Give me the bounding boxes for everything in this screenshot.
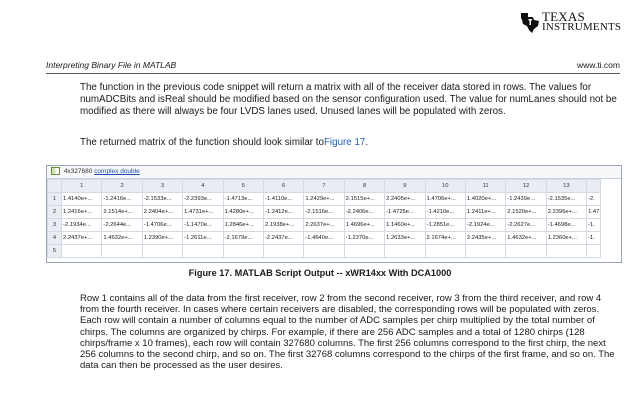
texas-state-icon	[519, 10, 541, 34]
column-header[interactable]: 4	[183, 180, 223, 193]
matrix-cell[interactable]: 1.2429e+...	[304, 193, 344, 206]
matrix-cell[interactable]	[142, 245, 182, 258]
row-header[interactable]: 4	[48, 232, 62, 245]
matrix-cell[interactable]	[385, 245, 425, 258]
matrix-cell[interactable]: 2.1938e+...	[263, 219, 303, 232]
explanation-paragraph: Row 1 contains all of the data from the first receiver, row 2 from the second receiver, row 3 from the third receiver, and row 4 from the fourth receiver. In cases where certain receivers are disabled, the corresponding rows will be populated with zeros. Each row will contain a number of columns equal to the number of ADC samples per chirp multiplied by the total number of chirps. The columns are organized by chirps. For example, if there are 256 ADC samples and a total of 1280 chirps (128 chirps/frame x 10 frames), each row will contain 327680 columns. The first 256 columns correspond to the first chirp, the next 256 columns to the second chirp, and so on. The first 32768 columns correspond to the chirps of the first frame, and so on. The data can then be processed as the user desires.	[80, 293, 615, 372]
matrix-cell[interactable]	[344, 245, 384, 258]
figure-reference-text: The returned matrix of the function should look similar to	[80, 137, 324, 148]
column-header[interactable]: 1	[62, 180, 102, 193]
matrix-cell[interactable]: -2.1533e...	[142, 193, 182, 206]
matrix-cell[interactable]	[425, 245, 465, 258]
matrix-cell[interactable]: 2.2437e+...	[62, 232, 102, 245]
matrix-cell[interactable]: 1.4632e+...	[102, 232, 142, 245]
matrix-cell[interactable]	[183, 245, 223, 258]
matrix-cell[interactable]: 1.4632e+...	[506, 232, 546, 245]
matrix-cell[interactable]: 2.2435e+...	[465, 232, 505, 245]
matrix-cell[interactable]: 2.2404e+...	[142, 206, 182, 219]
matrix-cell[interactable]: 2.1674e+...	[425, 232, 465, 245]
row-header[interactable]: 1	[48, 193, 62, 206]
matrix-cell[interactable]: -1.2439e...	[506, 193, 546, 206]
figure-reference-end: .	[365, 137, 369, 148]
matrix-cell[interactable]: 1.4140e+...	[62, 193, 102, 206]
matrix-cell[interactable]	[506, 245, 546, 258]
matrix-cell[interactable]: 2.2396e+...	[546, 206, 586, 219]
matrix-cell[interactable]: -1.2611e...	[183, 232, 223, 245]
matrix-cell[interactable]: 1.2633e+...	[385, 232, 425, 245]
matrix-cell[interactable]: -1.4210e...	[425, 206, 465, 219]
matrix-cell[interactable]: 1.4731e+...	[183, 206, 223, 219]
matrix-cell[interactable]: -2.1934e...	[62, 219, 102, 232]
table-row	[48, 245, 601, 258]
matrix-cell[interactable]: -2.2644e...	[102, 219, 142, 232]
matrix-cell[interactable]: -1.2412e...	[263, 206, 303, 219]
matrix-cell[interactable]: 1.4706e+...	[425, 193, 465, 206]
matrix-cell[interactable]: 1.2411e+...	[465, 206, 505, 219]
matrix-cell[interactable]: -1.4698e...	[546, 219, 586, 232]
matrix-cell[interactable]: -1.4706e...	[142, 219, 182, 232]
column-header[interactable]: 13	[546, 180, 586, 193]
matrix-cell[interactable]: -1.2416e...	[102, 193, 142, 206]
matrix-cell[interactable]	[304, 245, 344, 258]
matrix-cell[interactable]: -2.1516e...	[304, 206, 344, 219]
matrix-cell[interactable]: 2.2405e+...	[385, 193, 425, 206]
ti-wordmark	[542, 11, 621, 33]
matrix-cell[interactable]: 2.1515e+...	[344, 193, 384, 206]
matrix-cell[interactable]: -1.	[587, 232, 601, 245]
matrix-cell[interactable]: 1.2846e+...	[223, 219, 263, 232]
matrix-cell[interactable]: -2.	[587, 193, 601, 206]
matrix-cell[interactable]	[223, 245, 263, 258]
column-header[interactable]: 10	[425, 180, 465, 193]
figure-reference-paragraph	[80, 137, 368, 148]
matrix-cell[interactable]: -1.4725e...	[385, 206, 425, 219]
matrix-cell[interactable]	[102, 245, 142, 258]
matrix-cell[interactable]: -2.2406e...	[344, 206, 384, 219]
matrix-cell[interactable]: 1.1460e+...	[385, 219, 425, 232]
column-header-row	[48, 180, 601, 193]
column-header[interactable]: 6	[263, 180, 303, 193]
matrix-cell[interactable]: 2.1520e+...	[506, 206, 546, 219]
column-header[interactable]	[587, 180, 601, 193]
matrix-size: 4x327680	[63, 168, 93, 175]
matrix-cell[interactable]: 1.2360e+...	[546, 232, 586, 245]
matrix-cell[interactable]	[546, 245, 586, 258]
row-header[interactable]: 2	[48, 206, 62, 219]
matrix-cell[interactable]: -1.2851e...	[425, 219, 465, 232]
matrix-cell[interactable]: 1.2416e+...	[62, 206, 102, 219]
logo-line1: TEXAS	[542, 9, 585, 24]
matrix-cell[interactable]: 1.2390e+...	[142, 232, 182, 245]
matrix-cell[interactable]: 1.4280e+...	[223, 206, 263, 219]
matrix-cell[interactable]: -2.1924e...	[465, 219, 505, 232]
matrix-cell[interactable]: 1.4696e+...	[344, 219, 384, 232]
column-header[interactable]: 11	[465, 180, 505, 193]
matrix-cell[interactable]: 2.1514e+...	[102, 206, 142, 219]
column-header[interactable]: 2	[102, 180, 142, 193]
section-title: Interpreting Binary File in MATLAB	[46, 60, 177, 70]
matrix-cell[interactable]: -2.2627e...	[506, 219, 546, 232]
matlab-variable-viewer	[46, 165, 622, 263]
column-header[interactable]: 5	[223, 180, 263, 193]
matrix-cell[interactable]: -1.4713e...	[223, 193, 263, 206]
row-header[interactable]: 3	[48, 219, 62, 232]
column-header[interactable]: 8	[344, 180, 384, 193]
column-header[interactable]: 9	[385, 180, 425, 193]
matrix-cell[interactable]	[587, 245, 601, 258]
column-header[interactable]: 3	[142, 180, 182, 193]
intro-paragraph: The function in the previous code snippet will return a matrix with all of the receiver data stored in rows. The values for numADCBits and isReal should be modified based on the sensor configuration used. The value for numLanes should not be modified as there will always be four LVDS lanes used. Unused lanes will be populated with zeros.	[80, 82, 617, 117]
row-header[interactable]: 5	[48, 245, 62, 258]
matrix-cell[interactable]: 2.2637e+...	[304, 219, 344, 232]
site-url: www.ti.com	[577, 60, 620, 70]
matrix-cell[interactable]: 1.47	[587, 206, 601, 219]
table-row	[48, 193, 601, 206]
matrix-cell[interactable]: -1.4110e...	[263, 193, 303, 206]
variable-icon	[51, 167, 60, 175]
variable-info-bar	[47, 166, 621, 179]
column-header[interactable]: 7	[304, 180, 344, 193]
matrix-grid	[47, 179, 601, 258]
matrix-cell[interactable]: -2.2437e...	[263, 232, 303, 245]
figure-caption: Figure 17. MATLAB Script Output -- xWR14xx With DCA1000	[188, 268, 452, 278]
matrix-type-link[interactable]: complex double	[94, 168, 140, 175]
matrix-cell[interactable]: -1.	[587, 219, 601, 232]
table-row	[48, 219, 601, 232]
matrix-cell[interactable]: 1.4020e+...	[465, 193, 505, 206]
matrix-cell[interactable]: -2.1535e...	[546, 193, 586, 206]
figure-17-link[interactable]: Figure 17	[323, 137, 366, 148]
matrix-cell[interactable]: -1.4640e...	[304, 232, 344, 245]
matrix-cell[interactable]: -1.1470e...	[183, 219, 223, 232]
matrix-cell[interactable]	[465, 245, 505, 258]
matrix-cell[interactable]: -2.2393e...	[183, 193, 223, 206]
matrix-cell[interactable]	[263, 245, 303, 258]
logo-line2: INSTRUMENTS	[542, 21, 622, 33]
ti-logo	[519, 8, 629, 38]
matrix-cell[interactable]: -1.2370e...	[344, 232, 384, 245]
matrix-cell[interactable]: -2.1679e...	[223, 232, 263, 245]
column-header[interactable]: 12	[506, 180, 546, 193]
table-row	[48, 206, 601, 219]
matrix-cell[interactable]	[62, 245, 102, 258]
page-header	[46, 59, 620, 74]
corner-cell	[48, 180, 62, 193]
table-row	[48, 232, 601, 245]
